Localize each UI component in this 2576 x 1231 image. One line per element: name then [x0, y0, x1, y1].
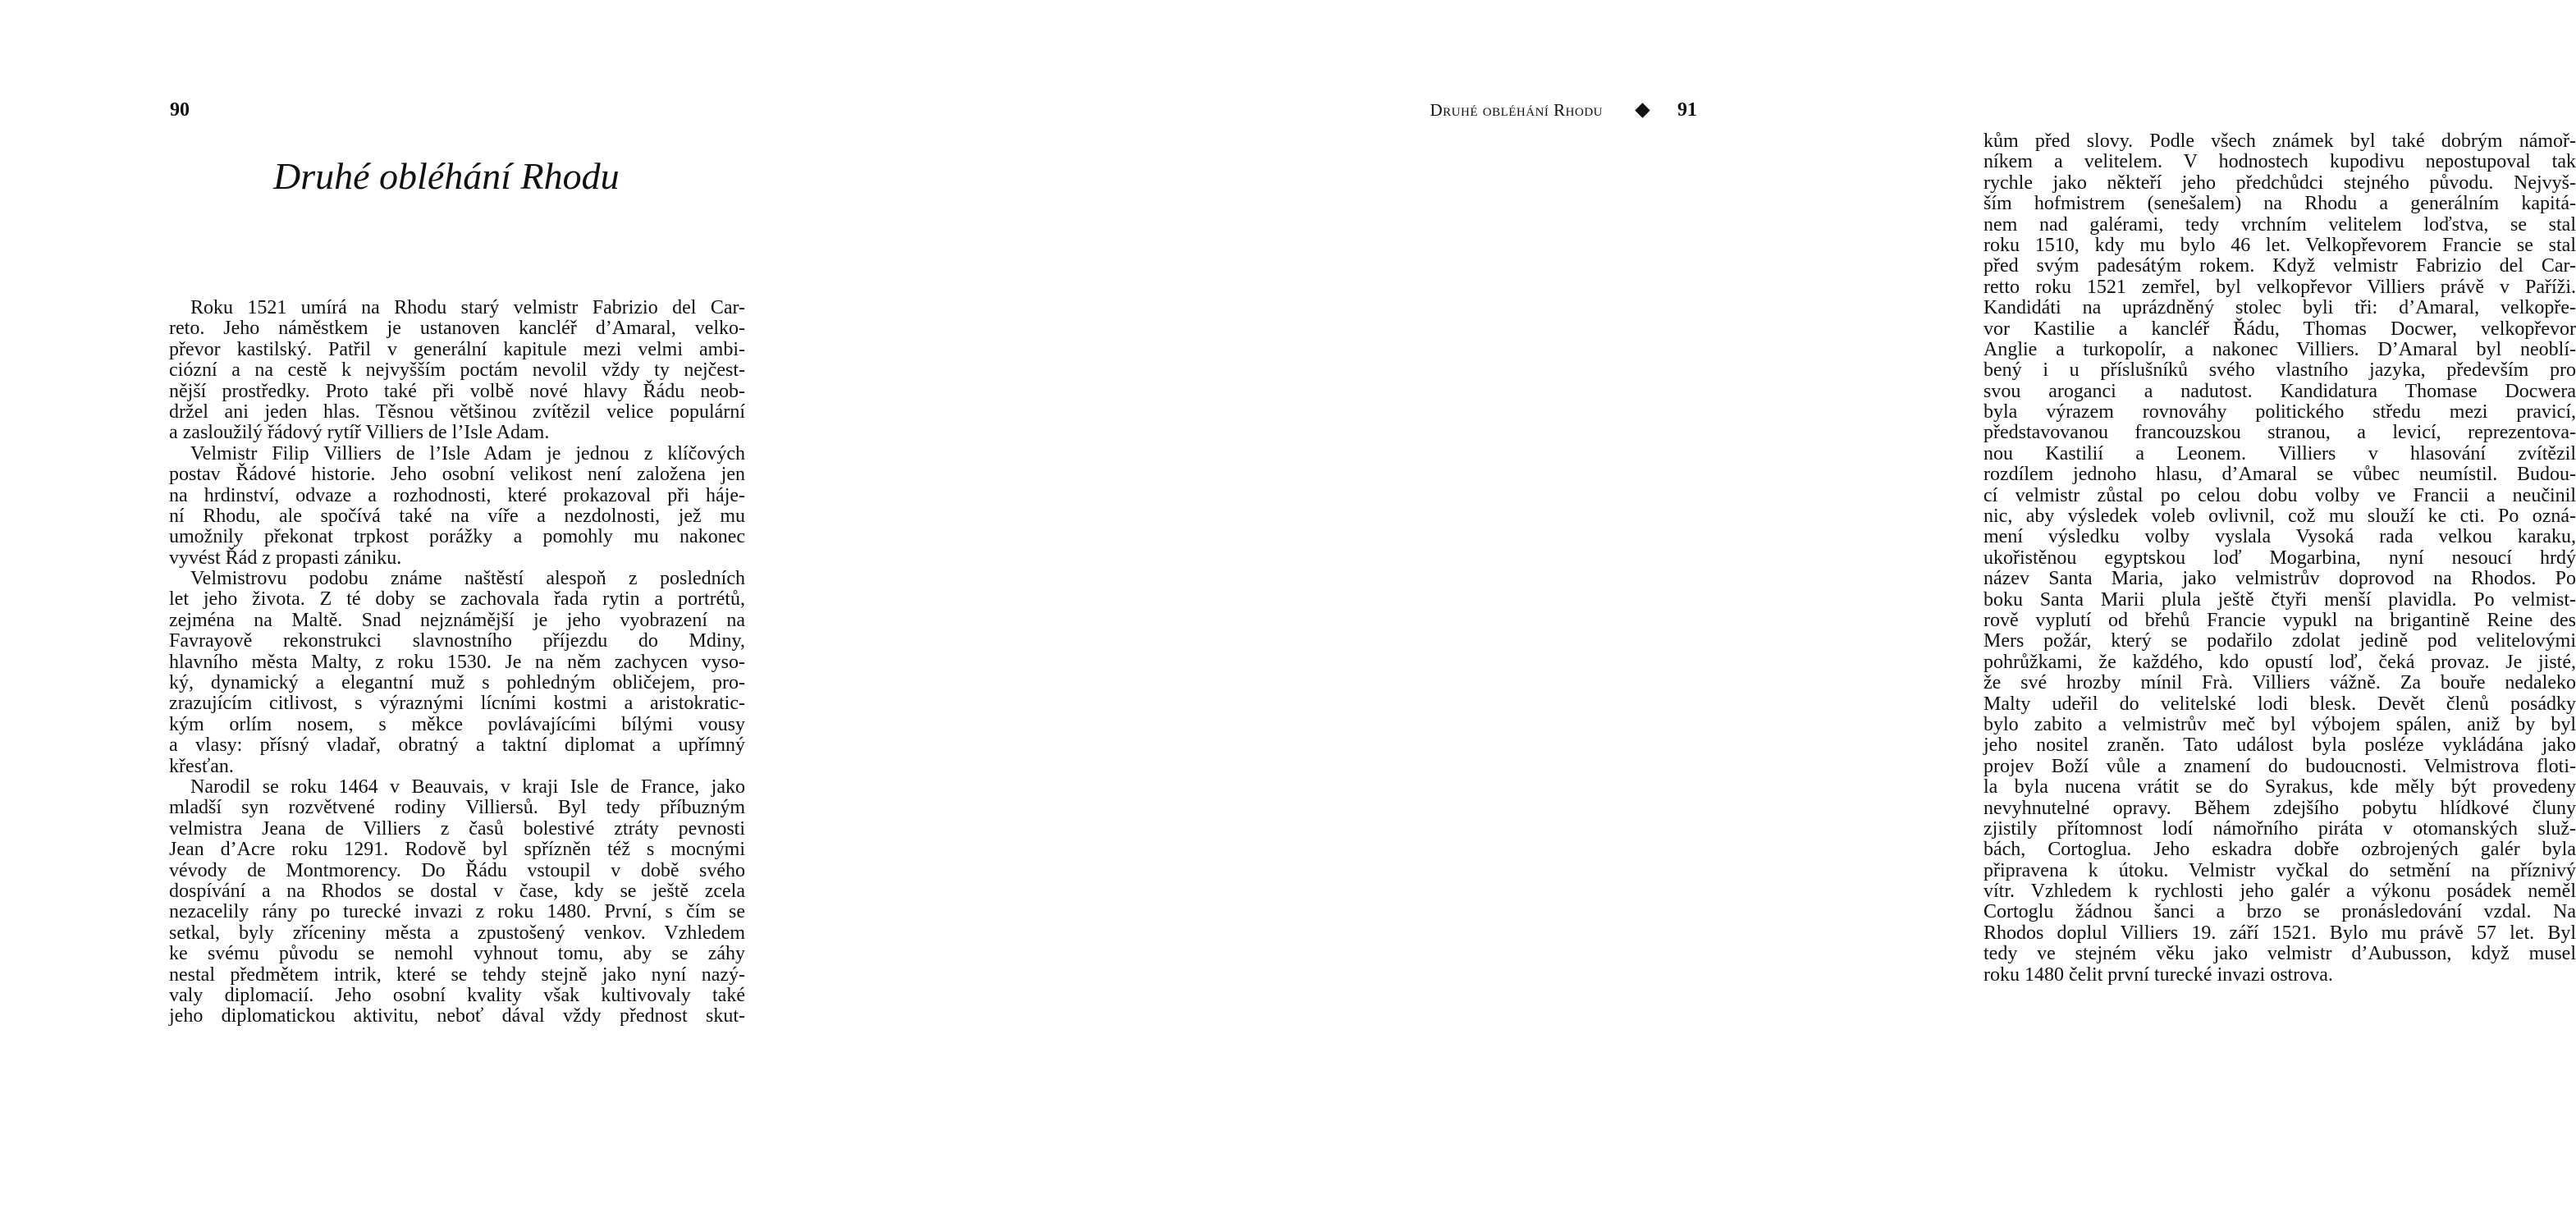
text-line: dospívání a na Rhodos se dostal v čase, kdy se ještě zcela [169, 880, 745, 902]
diamond-icon [1635, 103, 1649, 117]
text-line: cí velmistr zůstal po celou dobu volby ve Francii a neučinil [1983, 484, 2576, 506]
chapter-title: Druhé obléhání Rhodu [273, 155, 620, 197]
text-line: rychle jako někteří jeho předchůdci stejného původu. Nejvyš- [1983, 172, 2576, 194]
text-line: bylo zabito a velmistrův meč byl výbojem spálen, aniž by byl [1983, 713, 2576, 735]
right-page [907, 0, 2576, 1231]
text-line: let jeho života. Z té doby se zachovala řada rytin a portrétů, [169, 588, 745, 611]
text-line: Narodil se roku 1464 v Beauvais, v kraji Isle de France, jako [190, 776, 745, 798]
text-line: reto. Jeho náměstkem je ustanoven kancléř d’Amaral, velko- [169, 318, 745, 340]
text-line: la byla nucena vrátit se do Syrakus, kde měly být provedeny [1983, 776, 2576, 799]
text-line: a vlasy: přísný vladař, obratný a taktní diplomat a upřímný [169, 734, 745, 757]
page-number: 91 [1677, 99, 1697, 121]
text-line: Anglie a turkopolír, a nakonec Villiers. D’Amaral byl neoblí- [1983, 338, 2576, 360]
body-text [169, 298, 745, 1027]
text-line: rozdílem jednoho hlasu, d’Amaral se vůbec neumístil. Budou- [1983, 464, 2576, 486]
text-line: držel ani jeden hlas. Těsnou většinou zvítězil velice populární [169, 400, 745, 423]
text-line: hlavního města Malty, z roku 1530. Je na něm zachycen vyso- [169, 651, 745, 673]
text-line: jeho nositel zraněn. Tato událost byla posléze vykládána jako [1983, 734, 2576, 757]
text-line: nestal předmětem intrik, které se tehdy stejně jako nyní nazý- [169, 963, 745, 986]
text-line: boku Santa Marii plula ještě čtyři menší plavidla. Po velmist- [1983, 588, 2576, 611]
text-line: převor kastilský. Patřil v generální kapitule mezi velmi ambi- [169, 338, 745, 360]
text-line: představovanou francouzskou stranou, a levicí, reprezentova- [1983, 422, 2576, 444]
text-line: Cortoglu žádnou šanci a brzo se pronásledování vzdal. Na [1983, 901, 2576, 923]
text-line: setkal, byly zříceniny města a zpustošený venkov. Vzhledem [169, 922, 745, 944]
text-line: vor Kastilie a kancléř Řádu, Thomas Docwer, velkopřevor [1983, 318, 2576, 340]
text-line: pohrůžkami, že každého, kdo opustí loď, čeká provaz. Je jisté, [1983, 651, 2576, 673]
left-page [0, 0, 907, 1231]
text-line: mladší syn rozvětvené rodiny Villiersů. Byl tedy příbuzným [169, 797, 745, 819]
text-line: roku 1510, kdy mu bylo 46 let. Velkopřevorem Francie se stal [1983, 234, 2576, 256]
text-line: že své hrozby mínil Frà. Villiers vážně. Za bouře nedaleko [1983, 672, 2576, 694]
text-line: Mers požár, který se podařilo zdolat jedině pod velitelovými [1983, 630, 2576, 652]
text-line: zejména na Maltě. Snad nejznámější je jeho vyobrazení na [169, 609, 745, 631]
page-number: 90 [170, 99, 190, 121]
text-line: Jean d’Acre roku 1291. Rodově byl spřízněn též s mocnými [169, 839, 745, 861]
text-line: roku 1480 čelit první turecké invazi ostrova. [1983, 963, 2333, 986]
text-line: vyvést Řád z propasti zániku. [169, 547, 402, 569]
body-text [1983, 131, 2576, 986]
text-line: nezacelily rány po turecké invazi z roku 1480. První, s čím se [169, 901, 745, 923]
text-line: vítr. Vzhledem k rychlosti jeho galér a výkonu posádek neměl [1983, 881, 2576, 903]
text-line: umožnily překonat trpkost porážky a pomohly mu nakonec [169, 526, 745, 548]
text-line: velmistra Jeana de Villiers z časů bolestivé ztráty pevnosti [169, 817, 745, 840]
text-line: ším hofmistrem (senešalem) na Rhodu a generálním kapitá- [1983, 193, 2576, 215]
text-line: ke svému původu se nemohl vyhnout tomu, aby se záhy [169, 943, 745, 965]
running-head [1430, 100, 1698, 120]
text-line: Velmistrovu podobu známe naštěstí alespoň z posledních [190, 568, 745, 590]
text-line: ní Rhodu, ale spočívá také na víře a nezdolnosti, jež mu [169, 505, 745, 527]
text-line: Malty udeřil do velitelské lodi blesk. Devět členů posádky [1983, 693, 2576, 715]
text-line: Roku 1521 umírá na Rhodu starý velmistr Fabrizio del Car- [190, 297, 745, 318]
text-line: mení výsledku volby vyslala Vysoká rada velkou karaku, [1983, 526, 2576, 548]
text-line: jeho diplomatickou aktivitu, neboť dával vždy přednost skut- [169, 1005, 745, 1027]
text-line: ký, dynamický a elegantní muž s pohledným obličejem, pro- [169, 672, 745, 694]
text-line: zrazujícím citlivost, s výraznými lícními kostmi a aristokratic- [169, 693, 745, 715]
text-line: nevyhnutelné opravy. Během zdejšího pobytu hlídkové čluny [1983, 797, 2576, 819]
text-line: ukořistěnou egyptskou loď Mogarbina, nyní nesoucí hrdý [1983, 547, 2576, 569]
text-line: byla výrazem rovnováhy politického středu mezi pravicí, [1983, 401, 2576, 423]
text-line: připravena k útoku. Velmistr vyčkal do setmění na příznivý [1983, 859, 2576, 881]
text-line: Velmistr Filip Villiers de l’Isle Adam je jednou z klíčových [190, 442, 745, 464]
text-line: kům před slovy. Podle všech známek byl také dobrým námoř- [1983, 130, 2576, 152]
text-line: křesťan. [169, 755, 234, 777]
text-line: ciózní a na cestě k nejvyšším poctám nevolil vždy ty nejčest- [169, 359, 745, 382]
text-line: projev Boží vůle a znamení do budoucnosti. Velmistrova floti- [1983, 755, 2576, 777]
text-line: před svým padesátým rokem. Když velmistr Fabrizio del Car- [1983, 255, 2576, 277]
text-line: Kandidáti na uprázdněný stolec byli tři: d’Amaral, velkopře- [1983, 297, 2576, 319]
text-line: vévody de Montmorency. Do Řádu vstoupil v době svého [169, 859, 745, 881]
text-line: valy diplomacií. Jeho osobní kvality však kultivovaly také [169, 984, 745, 1006]
text-line: a zasloužilý řádový rytíř Villiers de l’Isle Adam. [169, 422, 550, 444]
text-line: na hrdinství, odvaze a rozhodnosti, které prokazoval při háje- [169, 484, 745, 506]
text-line: retto roku 1521 zemřel, byl velkopřevor Villiers právě v Paříži. [1983, 276, 2576, 298]
text-line: název Santa Maria, jako velmistrův doprovod na Rhodos. Po [1983, 568, 2576, 590]
text-line: nem nad galérami, tedy vrchním velitelem loďstva, se stal [1983, 213, 2576, 236]
text-line: rově vyplutí od břehů Francie vypukl na brigantině Reine des [1983, 609, 2576, 631]
text-line: tedy ve stejném věku jako velmistr d’Aubusson, když musel [1983, 943, 2576, 965]
text-line: Favrayově rekonstrukci slavnostního příjezdu do Mdiny, [169, 630, 745, 652]
running-head-title: Druhé obléhání Rhodu [1430, 99, 1603, 120]
text-line: svou aroganci a nadutost. Kandidatura Thomase Docwera [1983, 380, 2576, 402]
text-line: Rhodos doplul Villiers 19. září 1521. Bylo mu právě 57 let. Byl [1983, 922, 2576, 944]
text-line: zjistily přítomnost lodí námořního piráta v otomanských služ- [1983, 817, 2576, 840]
text-line: níkem a velitelem. V hodnostech kupodivu nepostupoval tak [1983, 151, 2576, 173]
text-line: nější prostředky. Proto také při volbě nové hlavy Řádu neob- [169, 380, 745, 402]
text-line: nou Kastilií a Leonem. Villiers v hlasování zvítězil [1983, 442, 2576, 464]
text-line: postav Řádové historie. Jeho osobní velikost není založena jen [169, 464, 745, 486]
text-line: kým orlím nosem, s měkce povlávajícími bílými vousy [169, 713, 745, 735]
text-line: bený i u příslušníků svého vlastního jazyka, především pro [1983, 359, 2576, 382]
text-line: bách, Cortoglua. Jeho eskadra dobře ozbrojených galér byla [1983, 839, 2576, 861]
text-line: nic, aby výsledek voleb ovlivnil, což mu slouží ke cti. Po ozná- [1983, 506, 2576, 528]
